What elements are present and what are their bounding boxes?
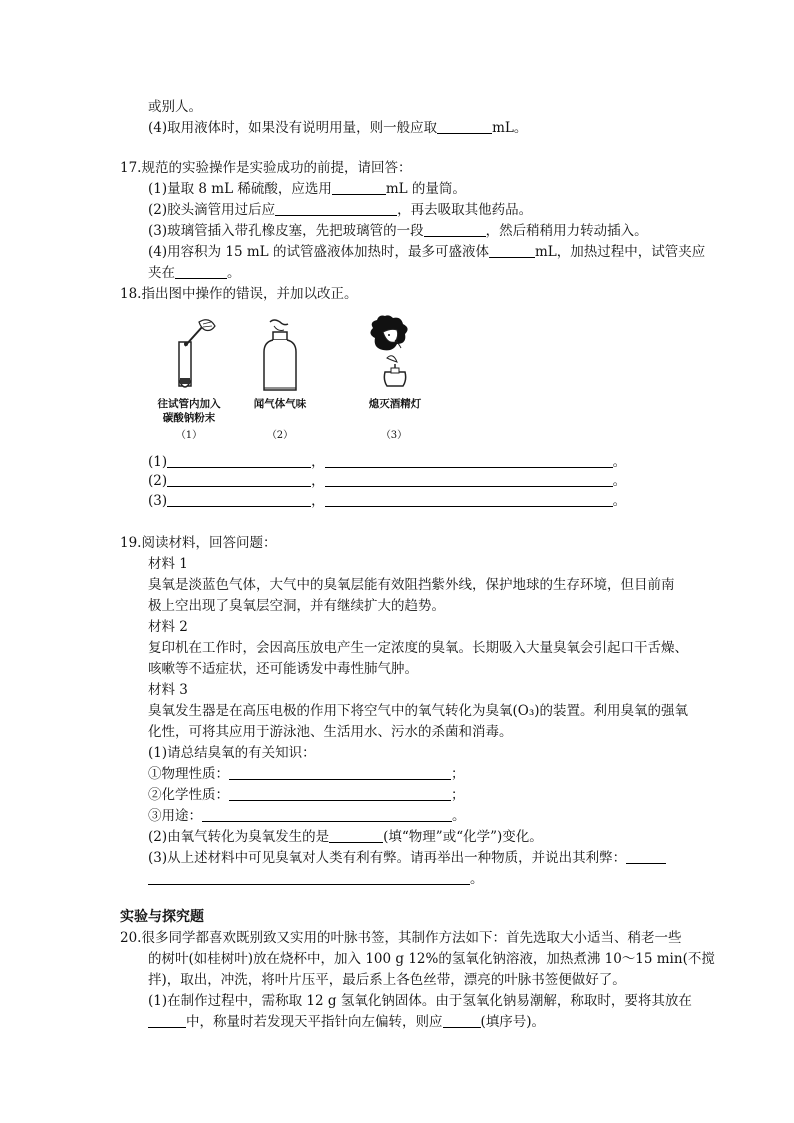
q19-s3-text: (3)从上述材料中可见臭氧对人类有利有弊。请再举出一种物质，并说出其利弊： [148, 850, 627, 866]
q18-a2-comma: ， [311, 473, 325, 489]
q18-a1-label: (1) [148, 454, 168, 470]
q20-line-5 [148, 1012, 545, 1032]
q20-l5-a: 中，称量时若发现天平指针向左偏转，则应 [186, 1014, 443, 1030]
q18-answer-1 [148, 452, 626, 472]
q19-material-2-label: 材料 2 [148, 619, 188, 635]
q18-a2-label: (2) [148, 473, 168, 489]
q18-a2-error-blank[interactable] [167, 472, 311, 487]
q18-a3-comma: ， [311, 493, 325, 509]
fig1-caption-b: 碳酸钠粉末 [162, 412, 216, 424]
q17-s4-suffix: mL，加热过程中，试管夹应 [534, 244, 706, 260]
q19-physical-end: ； [451, 766, 465, 782]
q20-container-blank[interactable] [148, 1013, 186, 1028]
q19-sub-1: (1)请总结臭氧的有关知识： [148, 745, 316, 761]
q20-line-4: (1)在制作过程中，需称取 12 g 氢氧化钠固体。由于氢氧化钠易潮解，称取时，要将其放在 [148, 993, 692, 1009]
q19-s2-suffix: (填“物理”或“化学”)变化。 [383, 829, 543, 845]
fig1-number: （1） [175, 430, 203, 441]
q19-material-2-line-1: 复印机在工作时，会因高压放电产生一定浓度的臭氧。长期吸入大量臭氧会引起口干舌燥、 [148, 640, 688, 656]
q19-s2-blank[interactable] [329, 828, 383, 843]
q19-material-3-line-1: 臭氧发生器是在高压电极的作用下将空气中的氧气转化为臭氧(O₃)的装置。利用臭氧的强氧 [148, 703, 689, 719]
q18-answer-2 [148, 471, 626, 491]
q17-s3-prefix: (3)玻璃管插入带孔橡皮塞，先把玻璃管的一段 [148, 223, 424, 239]
q16-blank[interactable] [437, 119, 492, 134]
q19-use-label: ③用途： [148, 808, 202, 824]
q17-sub-3 [148, 221, 648, 241]
q19-s2-prefix: (2)由氧气转化为臭氧发生的是 [148, 829, 330, 845]
q17-s2-prefix: (2)胶头滴管用过后应 [148, 202, 276, 218]
q19-chemical-blank[interactable] [229, 786, 451, 801]
q20-line-1: 20.很多同学都喜欢既别致又实用的叶脉书签，其制作方法如下：首先选取大小适当、稍老一些 [120, 930, 682, 946]
q19-use-end: 。 [452, 808, 466, 824]
q17-s2-suffix: ，再去吸取其他药品。 [397, 202, 533, 218]
q19-physical-label: ①物理性质： [148, 766, 229, 782]
q19-material-2-line-2: 咳嗽等不适症状，还可能诱发中毒性肺气肿。 [148, 661, 418, 677]
q19-physical [148, 764, 465, 784]
fig3-caption: 熄灭酒精灯 [368, 398, 422, 410]
q19-material-1-line-2: 极上空出现了臭氧层空洞，并有继续扩大的趋势。 [148, 598, 445, 614]
q17-sub-1 [148, 179, 466, 199]
q17-blank-4[interactable] [489, 243, 535, 258]
q19-physical-blank[interactable] [229, 765, 451, 780]
q18-a3-fix-blank[interactable] [325, 492, 613, 507]
q18-a1-fix-blank[interactable] [325, 453, 613, 468]
q19-s3-blank[interactable] [626, 849, 666, 864]
q18-title: 18.指出图中操作的错误，并加以改正。 [120, 286, 358, 302]
q19-use-blank[interactable] [202, 807, 452, 822]
q16-line-a: 或别人。 [148, 99, 202, 115]
q18-a1-end: 。 [612, 454, 627, 470]
q20-line-3: 拌)，取出，冲洗，将叶片压平，最后系上各色丝带，漂亮的叶脉书签便做好了。 [148, 972, 626, 988]
q19-s3-end: 。 [470, 871, 484, 887]
q19-chemical-end: ； [451, 787, 465, 803]
fig1-caption-a: 往试管内加入 [157, 398, 221, 410]
q19-material-3-label: 材料 3 [148, 682, 188, 698]
q19-chemical [148, 785, 465, 805]
q17-title: 17.规范的实验操作是实验成功的前提，请回答： [120, 160, 412, 176]
q20-option-blank[interactable] [443, 1013, 481, 1028]
q19-material-1-line-1: 臭氧是淡蓝色气体，大气中的臭氧层能有效阻挡紫外线，保护地球的生存环境，但目前南 [148, 577, 675, 593]
q16-line-b-suffix: mL。 [492, 120, 528, 136]
q19-sub-3-cont [148, 869, 484, 889]
q18-a3-error-blank[interactable] [167, 492, 311, 507]
q19-material-3-line-2: 化性，可将其应用于游泳池、生活用水、污水的杀菌和消毒。 [148, 724, 513, 740]
q19-sub-2 [148, 827, 543, 847]
q17-s4-cont-prefix: 夹在 [148, 265, 175, 281]
q19-material-1-label: 材料 1 [148, 556, 188, 572]
q17-s4-cont-suffix: 。 [227, 265, 241, 281]
q19-title: 19.阅读材料，回答问题： [120, 535, 277, 551]
q20-line-2: 的树叶(如桂树叶)放在烧杯中，加入 100 g 12%的氢氧化钠溶液，加热煮沸 10～15 min(不搅 [148, 951, 715, 967]
q19-chemical-label: ②化学性质： [148, 787, 229, 803]
section-heading: 实验与探究题 [120, 909, 204, 925]
fig2-number: （2） [266, 430, 294, 441]
q18-a1-comma: ， [311, 454, 325, 470]
q17-s1-prefix: (1)量取 8 mL 稀硫酸，应选用 [148, 181, 332, 197]
q17-sub-4 [148, 242, 705, 262]
q17-sub-4-cont [148, 263, 241, 283]
q18-a1-error-blank[interactable] [167, 453, 311, 468]
q17-s4-prefix: (4)用容积为 15 mL 的试管盛液体加热时，最多可盛液体 [148, 244, 489, 260]
q17-s1-suffix: mL 的量筒。 [385, 181, 466, 197]
q17-blank-5[interactable] [175, 264, 227, 279]
q18-a2-fix-blank[interactable] [325, 472, 613, 487]
q19-s3-cont-blank[interactable] [148, 870, 470, 885]
q17-blank-2[interactable] [275, 201, 397, 216]
gas-bottle-figure [258, 318, 303, 396]
q16-line-b-prefix: (4)取用液体时，如果没有说明用量，则一般应取 [148, 120, 438, 136]
q20-l5-b: (填序号)。 [480, 1014, 546, 1030]
q19-sub-3 [148, 848, 666, 868]
q17-sub-2 [148, 200, 532, 220]
q18-a3-label: (3) [148, 493, 168, 509]
fig3-number: （3） [380, 430, 408, 441]
q18-a2-end: 。 [612, 473, 627, 489]
q18-answer-3 [148, 491, 626, 511]
alcohol-lamp-figure [365, 314, 423, 396]
fig2-caption: 闻气体气味 [253, 398, 307, 410]
q17-blank-3[interactable] [424, 222, 486, 237]
q16-line-b [148, 118, 527, 138]
q18-a3-end: 。 [612, 493, 627, 509]
q19-use [148, 806, 466, 826]
q17-blank-1[interactable] [332, 180, 386, 195]
test-tube-figure [165, 318, 220, 396]
q17-s3-suffix: ，然后稍稍用力转动插入。 [485, 223, 648, 239]
